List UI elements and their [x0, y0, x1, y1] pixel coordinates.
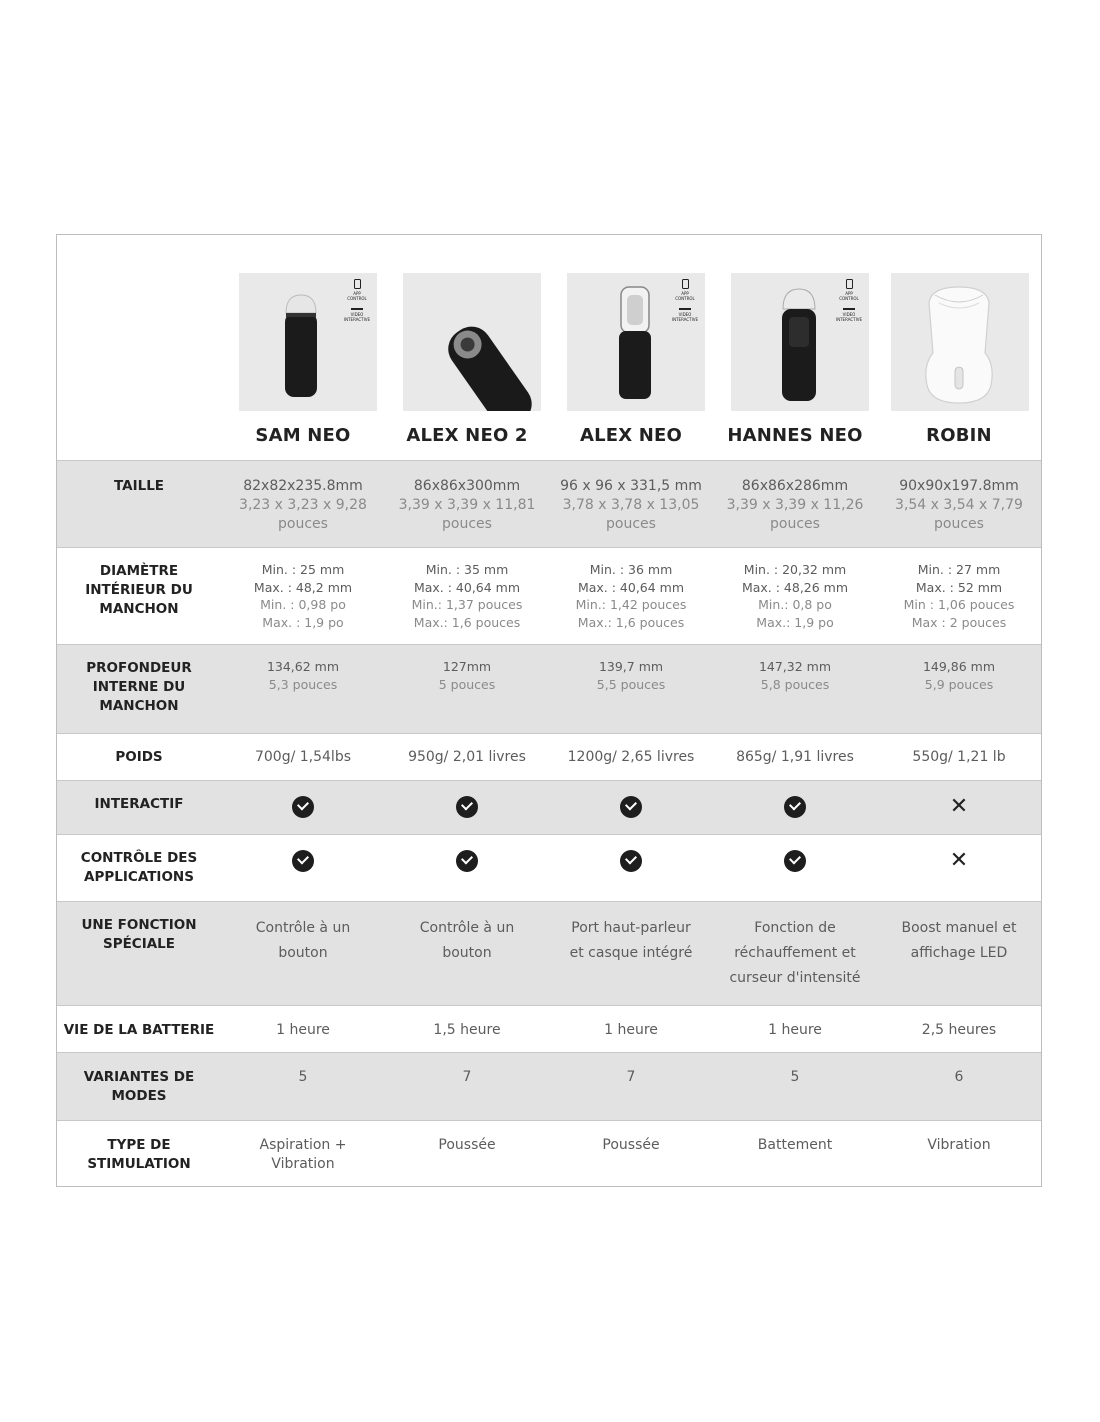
secondary-value: 5,8 pouces	[760, 676, 830, 692]
cell-value	[549, 561, 713, 631]
cell-value	[385, 850, 549, 878]
cell-value	[713, 658, 877, 693]
primary-value: 149,86 mm	[922, 659, 996, 674]
row-stimulation	[57, 1120, 1041, 1187]
phone-icon	[682, 279, 689, 289]
secondary-value: 3,54 x 3,54 x 7,79 pouces	[895, 497, 1023, 532]
cell-value	[221, 748, 385, 767]
secondary-value: Min.: 0,8 po Max.: 1,9 po	[756, 597, 834, 630]
product-image-alex-neo-2	[403, 273, 541, 411]
row-label: VARIANTES DE MODES	[83, 1069, 195, 1104]
primary-value: 6	[954, 1069, 964, 1085]
secondary-value: 5,5 pouces	[596, 676, 666, 692]
cell-value	[713, 1136, 877, 1155]
primary-value: 1 heure	[276, 1022, 330, 1038]
secondary-value: 5,3 pouces	[268, 676, 338, 692]
product-name-hannes-neo: HANNES NEO	[727, 425, 863, 446]
cell-value	[549, 916, 713, 966]
cell-value	[877, 1021, 1041, 1040]
cell-value	[713, 796, 877, 824]
cell-value	[221, 477, 385, 534]
cell-value	[221, 658, 385, 693]
primary-value: 127mm	[442, 659, 492, 674]
cell-value	[385, 658, 549, 693]
cell-value	[549, 658, 713, 693]
primary-value: 2,5 heures	[921, 1022, 997, 1038]
row-label: CONTRÔLE DES APPLICATIONS	[80, 850, 198, 885]
cell-value	[385, 561, 549, 631]
primary-value: 700g/ 1,54lbs	[254, 749, 352, 765]
check-icon	[620, 796, 642, 818]
primary-value: 550g/ 1,21 lb	[912, 749, 1006, 765]
secondary-value: 3,78 x 3,78 x 13,05 pouces	[562, 497, 700, 532]
primary-value: 865g/ 1,91 livres	[736, 749, 854, 765]
cell-value	[221, 916, 385, 966]
cell-value	[221, 1136, 385, 1174]
cell-value	[385, 1021, 549, 1040]
cell-value	[221, 561, 385, 631]
secondary-value: Min. : 0,98 po Max. : 1,9 po	[260, 597, 346, 630]
check-icon	[784, 850, 806, 872]
primary-value: 86x86x286mm	[741, 478, 849, 494]
cell-value	[877, 748, 1041, 767]
product-image-hannes-neo	[731, 273, 869, 411]
primary-value: Port haut-parleur et casque intégré	[569, 920, 693, 961]
product-image-alex-neo	[567, 273, 705, 411]
cross-icon: ✕	[949, 794, 969, 819]
primary-value: 147,32 mm	[758, 659, 832, 674]
check-icon	[292, 796, 314, 818]
row-fonction-speciale	[57, 901, 1041, 1005]
app-control-badge: APP CONTROL VIDEO INTERACTIVE	[343, 279, 371, 322]
row-label: VIE DE LA BATTERIE	[63, 1022, 215, 1038]
primary-value: Min. : 27 mm Max. : 52 mm	[915, 562, 1003, 595]
cell-value	[877, 561, 1041, 631]
secondary-value: 5 pouces	[438, 676, 496, 692]
product-name-alex-neo-2: ALEX NEO 2	[406, 425, 528, 446]
primary-value: Min. : 35 mm Max. : 40,64 mm	[413, 562, 521, 595]
row-interactif	[57, 780, 1041, 834]
row-diametre	[57, 547, 1041, 644]
product-name-sam-neo: SAM NEO	[255, 425, 351, 446]
cell-value	[549, 748, 713, 767]
primary-value: Battement	[757, 1137, 833, 1153]
row-label: TYPE DE STIMULATION	[87, 1137, 191, 1172]
cell-value	[385, 1068, 549, 1087]
primary-value: Aspiration + Vibration	[259, 1137, 347, 1172]
secondary-value: 3,39 x 3,39 x 11,81 pouces	[398, 497, 536, 532]
primary-value: Boost manuel et affichage LED	[901, 920, 1017, 961]
primary-value: 86x86x300mm	[413, 478, 521, 494]
check-icon	[784, 796, 806, 818]
phone-icon	[354, 279, 361, 289]
cell-value	[713, 1021, 877, 1040]
primary-value: Min. : 36 mm Max. : 40,64 mm	[577, 562, 685, 595]
app-control-badge: APP CONTROL VIDEO INTERACTIVE	[671, 279, 699, 322]
row-modes	[57, 1052, 1041, 1120]
primary-value: Contrôle à un bouton	[419, 920, 515, 961]
primary-value: Poussée	[602, 1137, 660, 1153]
product-name-alex-neo: ALEX NEO	[579, 425, 683, 446]
cell-value	[385, 916, 549, 966]
cell-value	[877, 477, 1041, 534]
phone-icon	[846, 279, 853, 289]
primary-value: 1200g/ 2,65 livres	[567, 749, 695, 765]
cell-value	[877, 658, 1041, 693]
cell-value	[549, 1136, 713, 1155]
cell-value	[713, 1068, 877, 1087]
row-label: TAILLE	[113, 478, 165, 494]
app-control-badge: APP CONTROL VIDEO INTERACTIVE	[835, 279, 863, 322]
cell-value	[549, 796, 713, 824]
comparison-table	[56, 234, 1042, 1187]
cell-value	[877, 850, 1041, 873]
primary-value: Min. : 20,32 mm Max. : 48,26 mm	[741, 562, 849, 595]
primary-value: 96 x 96 x 331,5 mm	[560, 478, 702, 494]
cell-value	[877, 1068, 1041, 1087]
cell-value	[877, 916, 1041, 966]
cell-value	[713, 850, 877, 878]
secondary-value: 3,39 x 3,39 x 11,26 pouces	[726, 497, 864, 532]
row-batterie	[57, 1005, 1041, 1052]
row-label: DIAMÈTRE INTÉRIEUR DU MANCHON	[85, 563, 193, 617]
primary-value: 1 heure	[768, 1022, 822, 1038]
cell-value	[713, 477, 877, 534]
primary-value: 5	[790, 1069, 800, 1085]
primary-value: Vibration	[927, 1137, 991, 1153]
primary-value: Contrôle à un bouton	[255, 920, 351, 961]
primary-value: Fonction de réchauffement et curseur d'intensité	[729, 920, 861, 986]
row-poids	[57, 733, 1041, 780]
product-image-sam-neo	[239, 273, 377, 411]
cell-value	[549, 477, 713, 534]
cell-value	[549, 1021, 713, 1040]
cell-value	[549, 1068, 713, 1087]
row-taille	[57, 460, 1041, 547]
primary-value: 139,7 mm	[598, 659, 664, 674]
video-icon	[351, 304, 363, 310]
primary-value: 134,62 mm	[266, 659, 340, 674]
product-image-robin	[891, 273, 1029, 411]
cell-value	[877, 796, 1041, 819]
video-icon	[679, 304, 691, 310]
cell-value	[385, 477, 549, 534]
cell-value	[221, 1068, 385, 1087]
secondary-value: Min.: 1,37 pouces Max.: 1,6 pouces	[411, 597, 523, 630]
secondary-value: Min : 1,06 pouces Max : 2 pouces	[903, 597, 1015, 630]
cell-value	[713, 748, 877, 767]
row-label: INTERACTIF	[94, 796, 184, 812]
primary-value: 950g/ 2,01 livres	[408, 749, 526, 765]
primary-value: 5	[298, 1069, 308, 1085]
video-icon	[843, 304, 855, 310]
row-controle-applications	[57, 834, 1041, 901]
primary-value: 7	[462, 1069, 472, 1085]
product-header	[57, 235, 1041, 460]
secondary-value: 5,9 pouces	[924, 676, 994, 692]
cell-value	[221, 850, 385, 878]
alex-neo-2-device-image	[403, 273, 541, 411]
cell-value	[713, 916, 877, 991]
check-icon	[456, 850, 478, 872]
row-label: UNE FONCTION SPÉCIALE	[81, 917, 197, 952]
primary-value: 1,5 heure	[433, 1022, 501, 1038]
cell-value	[385, 796, 549, 824]
cell-value	[713, 561, 877, 631]
secondary-value: 3,23 x 3,23 x 9,28 pouces	[239, 497, 367, 532]
product-name-robin: ROBIN	[926, 425, 992, 446]
secondary-value: Min.: 1,42 pouces Max.: 1,6 pouces	[575, 597, 687, 630]
cell-value	[385, 1136, 549, 1155]
robin-device-image	[891, 273, 1029, 411]
primary-value: 90x90x197.8mm	[899, 478, 1019, 494]
row-label: PROFONDEUR INTERNE DU MANCHON	[86, 660, 192, 714]
cross-icon: ✕	[949, 848, 969, 873]
primary-value: 1 heure	[604, 1022, 658, 1038]
row-profondeur	[57, 644, 1041, 733]
primary-value: 7	[626, 1069, 636, 1085]
check-icon	[456, 796, 478, 818]
check-icon	[620, 850, 642, 872]
cell-value	[221, 796, 385, 824]
row-label: POIDS	[115, 749, 163, 765]
primary-value: Min. : 25 mm Max. : 48,2 mm	[253, 562, 353, 595]
cell-value	[221, 1021, 385, 1040]
cell-value	[549, 850, 713, 878]
cell-value	[385, 748, 549, 767]
cell-value	[877, 1136, 1041, 1155]
check-icon	[292, 850, 314, 872]
primary-value: Poussée	[438, 1137, 496, 1153]
primary-value: 82x82x235.8mm	[243, 478, 363, 494]
